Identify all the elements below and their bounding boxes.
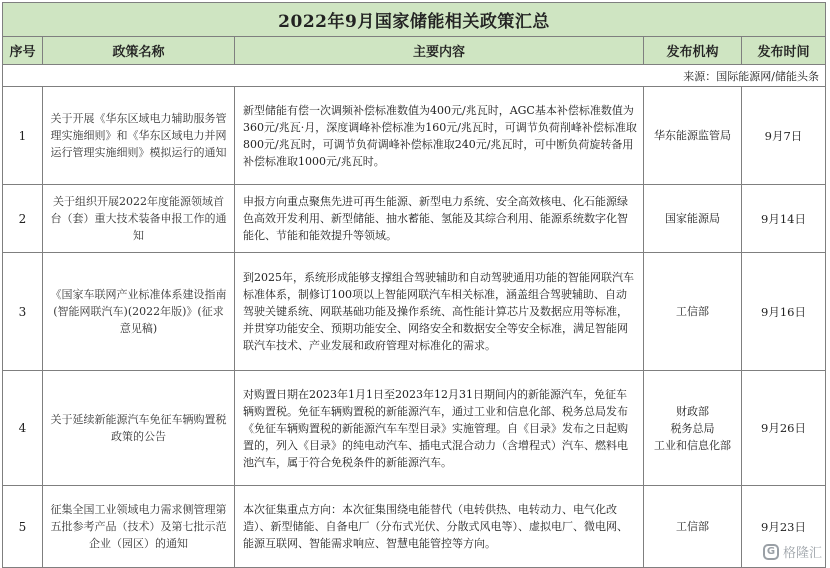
header-row (3, 37, 826, 65)
policy-name: 关于组织开展2022年度能源领域首台（套）重大技术装备申报工作的通知 (43, 185, 235, 253)
table-row (3, 185, 826, 253)
policy-org (644, 253, 742, 371)
policy-org (644, 486, 742, 568)
watermark-logo-icon: G (763, 544, 779, 560)
row-index: 5 (3, 486, 43, 568)
row-index: 4 (3, 371, 43, 486)
policy-date: 9月14日 (742, 185, 826, 253)
org-line: 华东能源监管局 (654, 129, 731, 142)
source-row (3, 65, 826, 87)
org-line: 财政部 (676, 404, 709, 418)
row-index: 1 (3, 87, 43, 185)
source-note: 来源：国际能源网/储能头条 (3, 65, 826, 87)
policy-date: 9月16日 (742, 253, 826, 371)
policy-table (2, 2, 826, 568)
policy-name: 《国家车联网产业标准体系建设指南(智能网联汽车)(2022年版)》(征求意见稿) (43, 253, 235, 371)
title-row (3, 3, 826, 37)
header-content: 主要内容 (235, 37, 644, 65)
policy-name: 关于延续新能源汽车免征车辆购置税政策的公告 (43, 371, 235, 486)
policy-org (644, 185, 742, 253)
policy-content: 本次征集重点方向：本次征集围绕电能替代（电转供热、电转动力、电气化改造）、新型储能、自备电厂（分布式光伏、分散式风电等）、虚拟电厂、微电网、能源互联网、智能需求响应、智慧电能管控等方向。 (235, 486, 644, 568)
watermark (763, 542, 822, 561)
watermark-text: 格隆汇 (782, 546, 822, 561)
table-row (3, 486, 826, 568)
org-line: 税务总局 (670, 421, 715, 435)
policy-date: 9月26日 (742, 371, 826, 486)
row-index: 2 (3, 185, 43, 253)
org-line: 国家能源局 (665, 212, 720, 225)
table-row (3, 371, 826, 486)
table-row (3, 87, 826, 185)
policy-table-sheet (2, 2, 825, 565)
policy-date: 9月23日 (742, 486, 826, 568)
org-line: 工信部 (676, 305, 709, 318)
policy-content: 到2025年，系统形成能够支撑组合驾驶辅助和自动驾驶通用功能的智能网联汽车标准体系，制修订100项以上智能网联汽车相关标准，涵盖组合驾驶辅助、自动驾驶关键系统、网联基础功能及操作系统、高性能计算芯片及数据应用等标准，并贯穿功能安全、预期功能安全、网络安全和数据安全等安全标准，满足智能网联汽车技术、产业发展和政府管理对标准化的需求。 (235, 253, 644, 371)
policy-name: 关于开展《华东区域电力辅助服务管理实施细则》和《华东区域电力并网运行管理实施细则》模拟运行的通知 (43, 87, 235, 185)
table-row (3, 253, 826, 371)
org-line: 工信部 (676, 520, 709, 533)
header-index: 序号 (3, 37, 43, 65)
row-index: 3 (3, 253, 43, 371)
policy-content: 新型储能有偿一次调频补偿标准数值为400元/兆瓦时，AGC基本补偿标准数值为360元/兆瓦·月，深度调峰补偿标准为160元/兆瓦时，可调节负荷削峰补偿标准取800元/兆瓦时，可调节负荷调峰补偿标准取240元/兆瓦时，可中断负荷旋转备用补偿标准取1000元/兆瓦时。 (235, 87, 644, 185)
policy-name: 征集全国工业领域电力需求侧管理第五批参考产品（技术）及第七批示范企业（园区）的通知 (43, 486, 235, 568)
policy-org (644, 371, 742, 486)
policy-content: 对购置日期在2023年1月1日至2023年12月31日期间内的新能源汽车，免征车辆购置税。免征车辆购置税的新能源汽车，通过工业和信息化部、税务总局发布《免征车辆购置税的新能源汽车车型目录》实施管理。自《目录》发布之日起购置的，列入《目录》的纯电动汽车、插电式混合动力（含增程式）汽车、燃料电池汽车，属于符合免税条件的新能源汽车。 (235, 371, 644, 486)
policy-date: 9月7日 (742, 87, 826, 185)
policy-org (644, 87, 742, 185)
header-org: 发布机构 (644, 37, 742, 65)
org-line: 工业和信息化部 (654, 438, 731, 452)
policy-content: 申报方向重点聚焦先进可再生能源、新型电力系统、安全高效核电、化石能源绿色高效开发利用、新型储能、抽水蓄能、氢能及其综合利用、能源系统数字化智能化、节能和能效提升等领域。 (235, 185, 644, 253)
header-date: 发布时间 (742, 37, 826, 65)
table-title: 2022年9月国家储能相关政策汇总 (3, 3, 826, 37)
header-policy: 政策名称 (43, 37, 235, 65)
